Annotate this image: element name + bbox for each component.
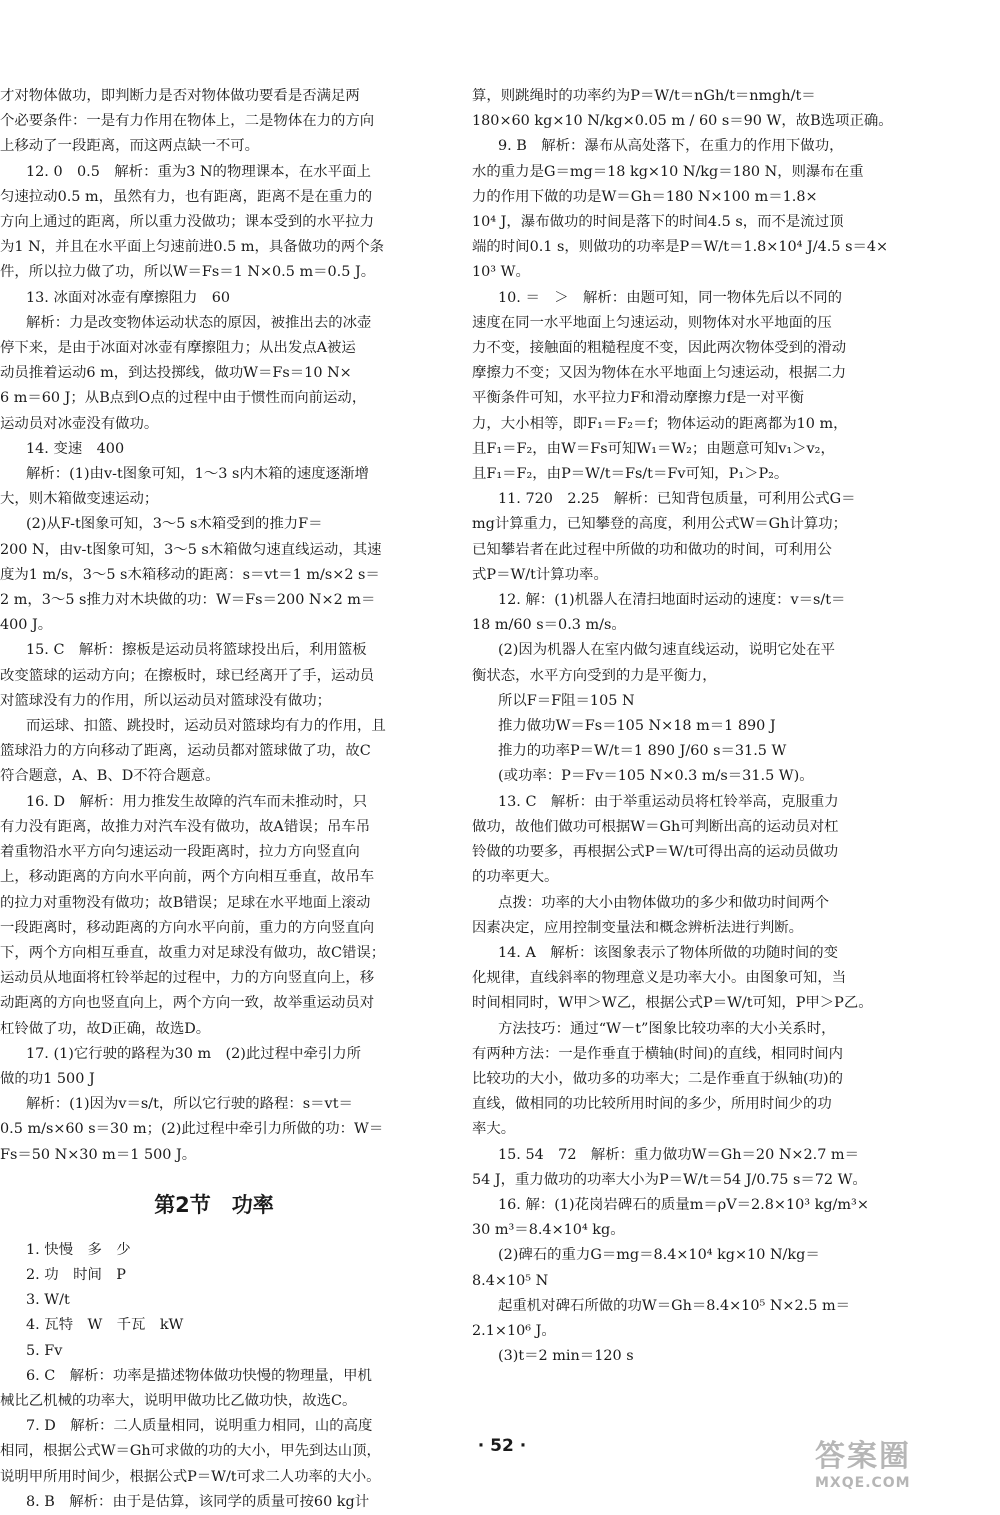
text-line: 做功，故他们做功可根据W＝Gh可判断出高的运动员对杠 (472, 818, 839, 835)
text-line: 而运球、扣篮、跳投时，运动员对篮球均有力的作用，且 (26, 718, 386, 735)
text-line: 械比乙机械的功率大，说明甲做功比乙做功快，故选C。 (0, 1392, 357, 1409)
text-line: 杠铃做了功，故D正确，故选D。 (0, 1020, 211, 1037)
text-line: 度为1 m/s，3～5 s木箱移动的距离：s＝vt＝1 m/s×2 s＝ (0, 566, 380, 583)
text-line: 1. 快慢 多 少 (26, 1241, 131, 1258)
text-line: 件，所以拉力做了功，所以W＝Fs＝1 N×0.5 m＝0.5 J。 (0, 264, 376, 281)
text-line: 2.1×10⁶ J。 (472, 1322, 556, 1339)
text-line: 200 N，由v-t图象可知，3～5 s木箱做匀速直线运动，其速 (0, 541, 382, 558)
text-line: 3. W/t (26, 1292, 70, 1309)
section-title: 第2节 功率 (154, 1192, 274, 1217)
right-text-block (472, 84, 898, 1369)
text-line: 时间相同时，W甲＞W乙，根据公式P＝W/t可知，P甲＞P乙。 (472, 995, 873, 1012)
text-line: (2)因为机器人在室内做匀速直线运动，说明它处在平 (498, 642, 835, 659)
text-line: 下，两个方向相互垂直，故重力对足球没有做功，故C错误； (0, 944, 386, 961)
text-line: 比较功的大小，做功多的功率大；二是作垂直于纵轴(功)的 (472, 1070, 843, 1087)
text-line: 起重机对碑石所做的功W＝Gh＝8.4×10⁵ N×2.5 m＝ (498, 1297, 850, 1314)
text-line: 解析：(1)由v-t图象可知，1～3 s内木箱的速度逐渐增 (26, 466, 369, 483)
text-line: 14. 变速 400 (26, 440, 125, 457)
text-line: 11. 720 2.25 解析：已知背包质量，可利用公式G＝ (498, 491, 856, 508)
text-line: 运动员从地面将杠铃举起的过程中，力的方向竖直向上，移 (0, 970, 375, 987)
text-line: 力不变，接触面的粗糙程度不变，因此两次物体受到的滑动 (472, 340, 847, 357)
text-line: Fs＝50 N×30 m＝1 500 J。 (0, 1146, 197, 1163)
text-line: 且F₁＝F₂，由W＝Fs可知W₁＝W₂；由题意可知v₁＞v₂， (472, 440, 835, 457)
text-line: 铃做的功要多，再根据公式P＝W/t可得出高的运动员做功 (472, 844, 839, 861)
watermark-line1: 答案圈 (815, 1439, 911, 1474)
text-line: 篮球沿力的方向移动了距离，运动员都对篮球做了功，故C (0, 743, 371, 760)
text-line: 54 J，重力做功的功率大小为P＝W/t＝54 J/0.75 s＝72 W。 (472, 1171, 867, 1188)
text-line: 已知攀岩者在此过程中所做的功和做功的时间，可利用公 (472, 541, 832, 558)
text-line: 9. B 解析：瀑布从高处落下，在重力的作用下做功， (498, 138, 844, 155)
text-line: 6. C 解析：功率是描述物体做功快慢的物理量，甲机 (26, 1367, 372, 1384)
text-line: 符合题意，A、B、D不符合题意。 (0, 768, 220, 785)
text-line: 停下来，是由于冰面对冰壶有摩擦阻力；从出发点A被运 (0, 340, 356, 357)
text-line: 对篮球没有力的作用，所以运动员对篮球没有做功； (0, 692, 331, 709)
text-line: 的功率更大。 (472, 869, 559, 886)
text-line: 直线，做相同的功比较所用时间的多少，所用时间少的功 (472, 1096, 832, 1113)
text-line: 14. A 解析：该图象表示了物体所做的功随时间的变 (498, 944, 839, 961)
text-line: 因素决定，应用控制变量法和概念辨析法进行判断。 (472, 919, 803, 936)
text-line: 摩擦力不变；又因为物体在水平地面上匀速运动，根据二力 (472, 365, 847, 382)
left-text-block-2 (0, 1238, 458, 1515)
text-line: 15. C 解析：擦板是运动员将篮球投出后，利用篮板 (26, 642, 367, 659)
text-line: 才对物体做功，即判断力是否对物体做功要看是否满足两 (0, 88, 360, 104)
text-line: 10. ＝ ＞ 解析：由题可知，同一物体先后以不同的 (498, 289, 843, 306)
text-line: 上移动了一段距离，而这两点缺一不可。 (0, 138, 260, 155)
text-line: mg计算重力，已知攀登的高度，利用公式W＝Gh计算功； (472, 516, 848, 533)
text-line: 推力做功W＝Fs＝105 N×18 m＝1 890 J (498, 718, 776, 735)
text-line: 2. 功 时间 P (26, 1266, 126, 1283)
text-line: 15. 54 72 解析：重力做功W＝Gh＝20 N×2.7 m＝ (498, 1146, 859, 1163)
text-line: 推力的功率P＝W/t＝1 890 J/60 s＝31.5 W (498, 743, 787, 760)
text-line: 的拉力对重物没有做功；故B错误；足球在水平地面上滚动 (0, 894, 371, 911)
left-column (0, 84, 458, 1515)
text-line: (2)从F-t图象可知，3～5 s木箱受到的推力F＝ (26, 516, 323, 533)
text-line: 30 m³＝8.4×10⁴ kg。 (472, 1222, 625, 1239)
text-line: 2 m，3～5 s推力对木块做的功：W＝Fs＝200 N×2 m＝ (0, 592, 376, 609)
page-number: · 52 · (477, 1436, 527, 1456)
text-line: 算，则跳绳时的功率约为P＝W/t＝nGh/t＝nmgh/t＝ (472, 88, 816, 104)
text-line: 有力没有距离，故推力对汽车没有做功，故A错误；吊车吊 (0, 818, 371, 835)
text-line: 上，移动距离的方向水平向前，两个方向相互垂直，故吊车 (0, 869, 375, 886)
text-line: 大，则木箱做变速运动； (0, 491, 159, 508)
text-line: 6 m＝60 J；从B点到O点的过程中由于惯性而向前运动， (0, 390, 367, 407)
text-line: 16. 解：(1)花岗岩碑石的质量m＝ρV＝2.8×10³ kg/m³× (498, 1196, 869, 1213)
text-line: 着重物沿水平方向匀速运动一段距离时，拉力方向竖直向 (0, 844, 360, 861)
text-line: 4. 瓦特 W 千瓦 kW (26, 1317, 184, 1334)
text-line: 10³ W。 (472, 264, 530, 281)
text-line: 说明甲所用时间少，根据公式P＝W/t可求二人功率的大小。 (0, 1468, 381, 1485)
text-line: 有两种方法：一是作垂直于横轴(时间)的直线，相同时间内 (472, 1045, 843, 1062)
text-line: 12. 解：(1)机器人在清扫地面时运动的速度：v＝s/t＝ (498, 592, 846, 609)
text-line: 解析：力是改变物体运动状态的原因，被推出去的冰壶 (26, 314, 372, 331)
text-line: 改变篮球的运动方向；在擦板时，球已经离开了手，运动员 (0, 667, 375, 684)
text-line: 力的作用下做的功是W＝Gh＝180 N×100 m＝1.8× (472, 188, 818, 205)
text-line: 16. D 解析：用力推发生故障的汽车而未推动时，只 (26, 793, 368, 810)
text-line: 12. 0 0.5 解析：重为3 N的物理课本，在水平面上 (26, 163, 371, 180)
watermark-logo (815, 1440, 965, 1490)
right-column (472, 84, 898, 1369)
text-line: 7. D 解析：二人质量相同，说明重力相同，山的高度 (26, 1418, 373, 1435)
text-line: (或功率：P＝Fv＝105 N×0.3 m/s＝31.5 W)。 (498, 768, 814, 785)
text-line: 匀速拉动0.5 m，虽然有力，也有距离，距离不是在重力的 (0, 188, 373, 205)
text-line: 解析：(1)因为v＝s/t，所以它行驶的路程：s＝vt＝ (26, 1096, 353, 1113)
text-line: 动员推着运动6 m，到达投掷线，做功W＝Fs＝10 N× (0, 365, 352, 382)
text-line: 平衡条件可知，水平拉力F和滑动摩擦力f是一对平衡 (472, 390, 804, 407)
text-line: 13. C 解析：由于举重运动员将杠铃举高，克服重力 (498, 793, 839, 810)
text-line: 5. Fv (26, 1342, 63, 1359)
text-line: (3)t＝2 min＝120 s (498, 1348, 634, 1365)
left-text-block (0, 84, 458, 1168)
text-line: 相同，根据公式W＝Gh可求做的功的大小，甲先到达山顶， (0, 1443, 381, 1460)
text-line: 方向上通过的距离，所以重力没做功；课本受到的水平拉力 (0, 214, 375, 231)
text-line: 衡状态，水平方向受到的力是平衡力， (472, 667, 717, 684)
text-line: 8. B 解析：由于是估算，该同学的质量可按60 kg计 (26, 1493, 370, 1510)
text-line: 式P＝W/t计算功率。 (472, 566, 608, 583)
text-line: 17. (1)它行驶的路程为30 m (2)此过程中牵引力所 (26, 1045, 362, 1062)
text-line: 为1 N，并且在水平面上匀速前进0.5 m，具备做功的两个条 (0, 239, 385, 256)
text-line: 0.5 m/s×60 s＝30 m；(2)此过程中牵引力所做的功：W＝ (0, 1121, 384, 1138)
text-line: 水的重力是G＝mg＝18 kg×10 N/kg＝180 N，则瀑布在重 (472, 163, 864, 180)
text-line: 所以F＝F阻＝105 N (498, 692, 635, 709)
text-line: 方法技巧：通过“W－t”图象比较功率的大小关系时， (498, 1020, 836, 1037)
text-line: 一段距离时，移动距离的方向水平向前，重力的方向竖直向 (0, 919, 375, 936)
text-line: 化规律，直线斜率的物理意义是功率大小。由图象可知，当 (472, 970, 847, 987)
text-line: 做的功1 500 J (0, 1070, 95, 1087)
text-line: 端的时间0.1 s，则做功的功率是P＝W/t＝1.8×10⁴ J/4.5 s＝4× (472, 239, 889, 256)
text-line: 点拨：功率的大小由物体做功的多少和做功时间两个 (498, 894, 829, 911)
text-line: 400 J。 (0, 617, 53, 634)
text-line: 动距离的方向也竖直向上，两个方向一致，故举重运动员对 (0, 995, 375, 1012)
text-line: 速度在同一水平地面上匀速运动，则物体对水平地面的压 (472, 314, 832, 331)
text-line: (2)碑石的重力G＝mg＝8.4×10⁴ kg×10 N/kg＝ (498, 1247, 820, 1264)
text-line: 力，大小相等，即F₁＝F₂＝f；物体运动的距离都为10 m， (472, 415, 848, 432)
text-line: 10⁴ J，瀑布做功的时间是落下的时间4.5 s，而不是流过顶 (472, 214, 844, 231)
text-line: 运动员对冰壶没有做功。 (0, 415, 159, 432)
text-line: 180×60 kg×10 N/kg×0.05 m / 60 s＝90 W，故B选项正确。 (472, 113, 893, 130)
text-line: 且F₁＝F₂，由P＝W/t＝Fs/t＝Fv可知，P₁＞P₂。 (472, 466, 789, 483)
text-line: 13. 冰面对冰壶有摩擦阻力 60 (26, 289, 231, 306)
text-line: 18 m/60 s＝0.3 m/s。 (472, 617, 626, 634)
text-line: 个必要条件：一是有力作用在物体上，二是物体在力的方向 (0, 113, 375, 130)
text-line: 8.4×10⁵ N (472, 1272, 549, 1289)
watermark-line2: MXQE.COM (815, 1475, 911, 1491)
text-line: 率大。 (472, 1121, 516, 1138)
